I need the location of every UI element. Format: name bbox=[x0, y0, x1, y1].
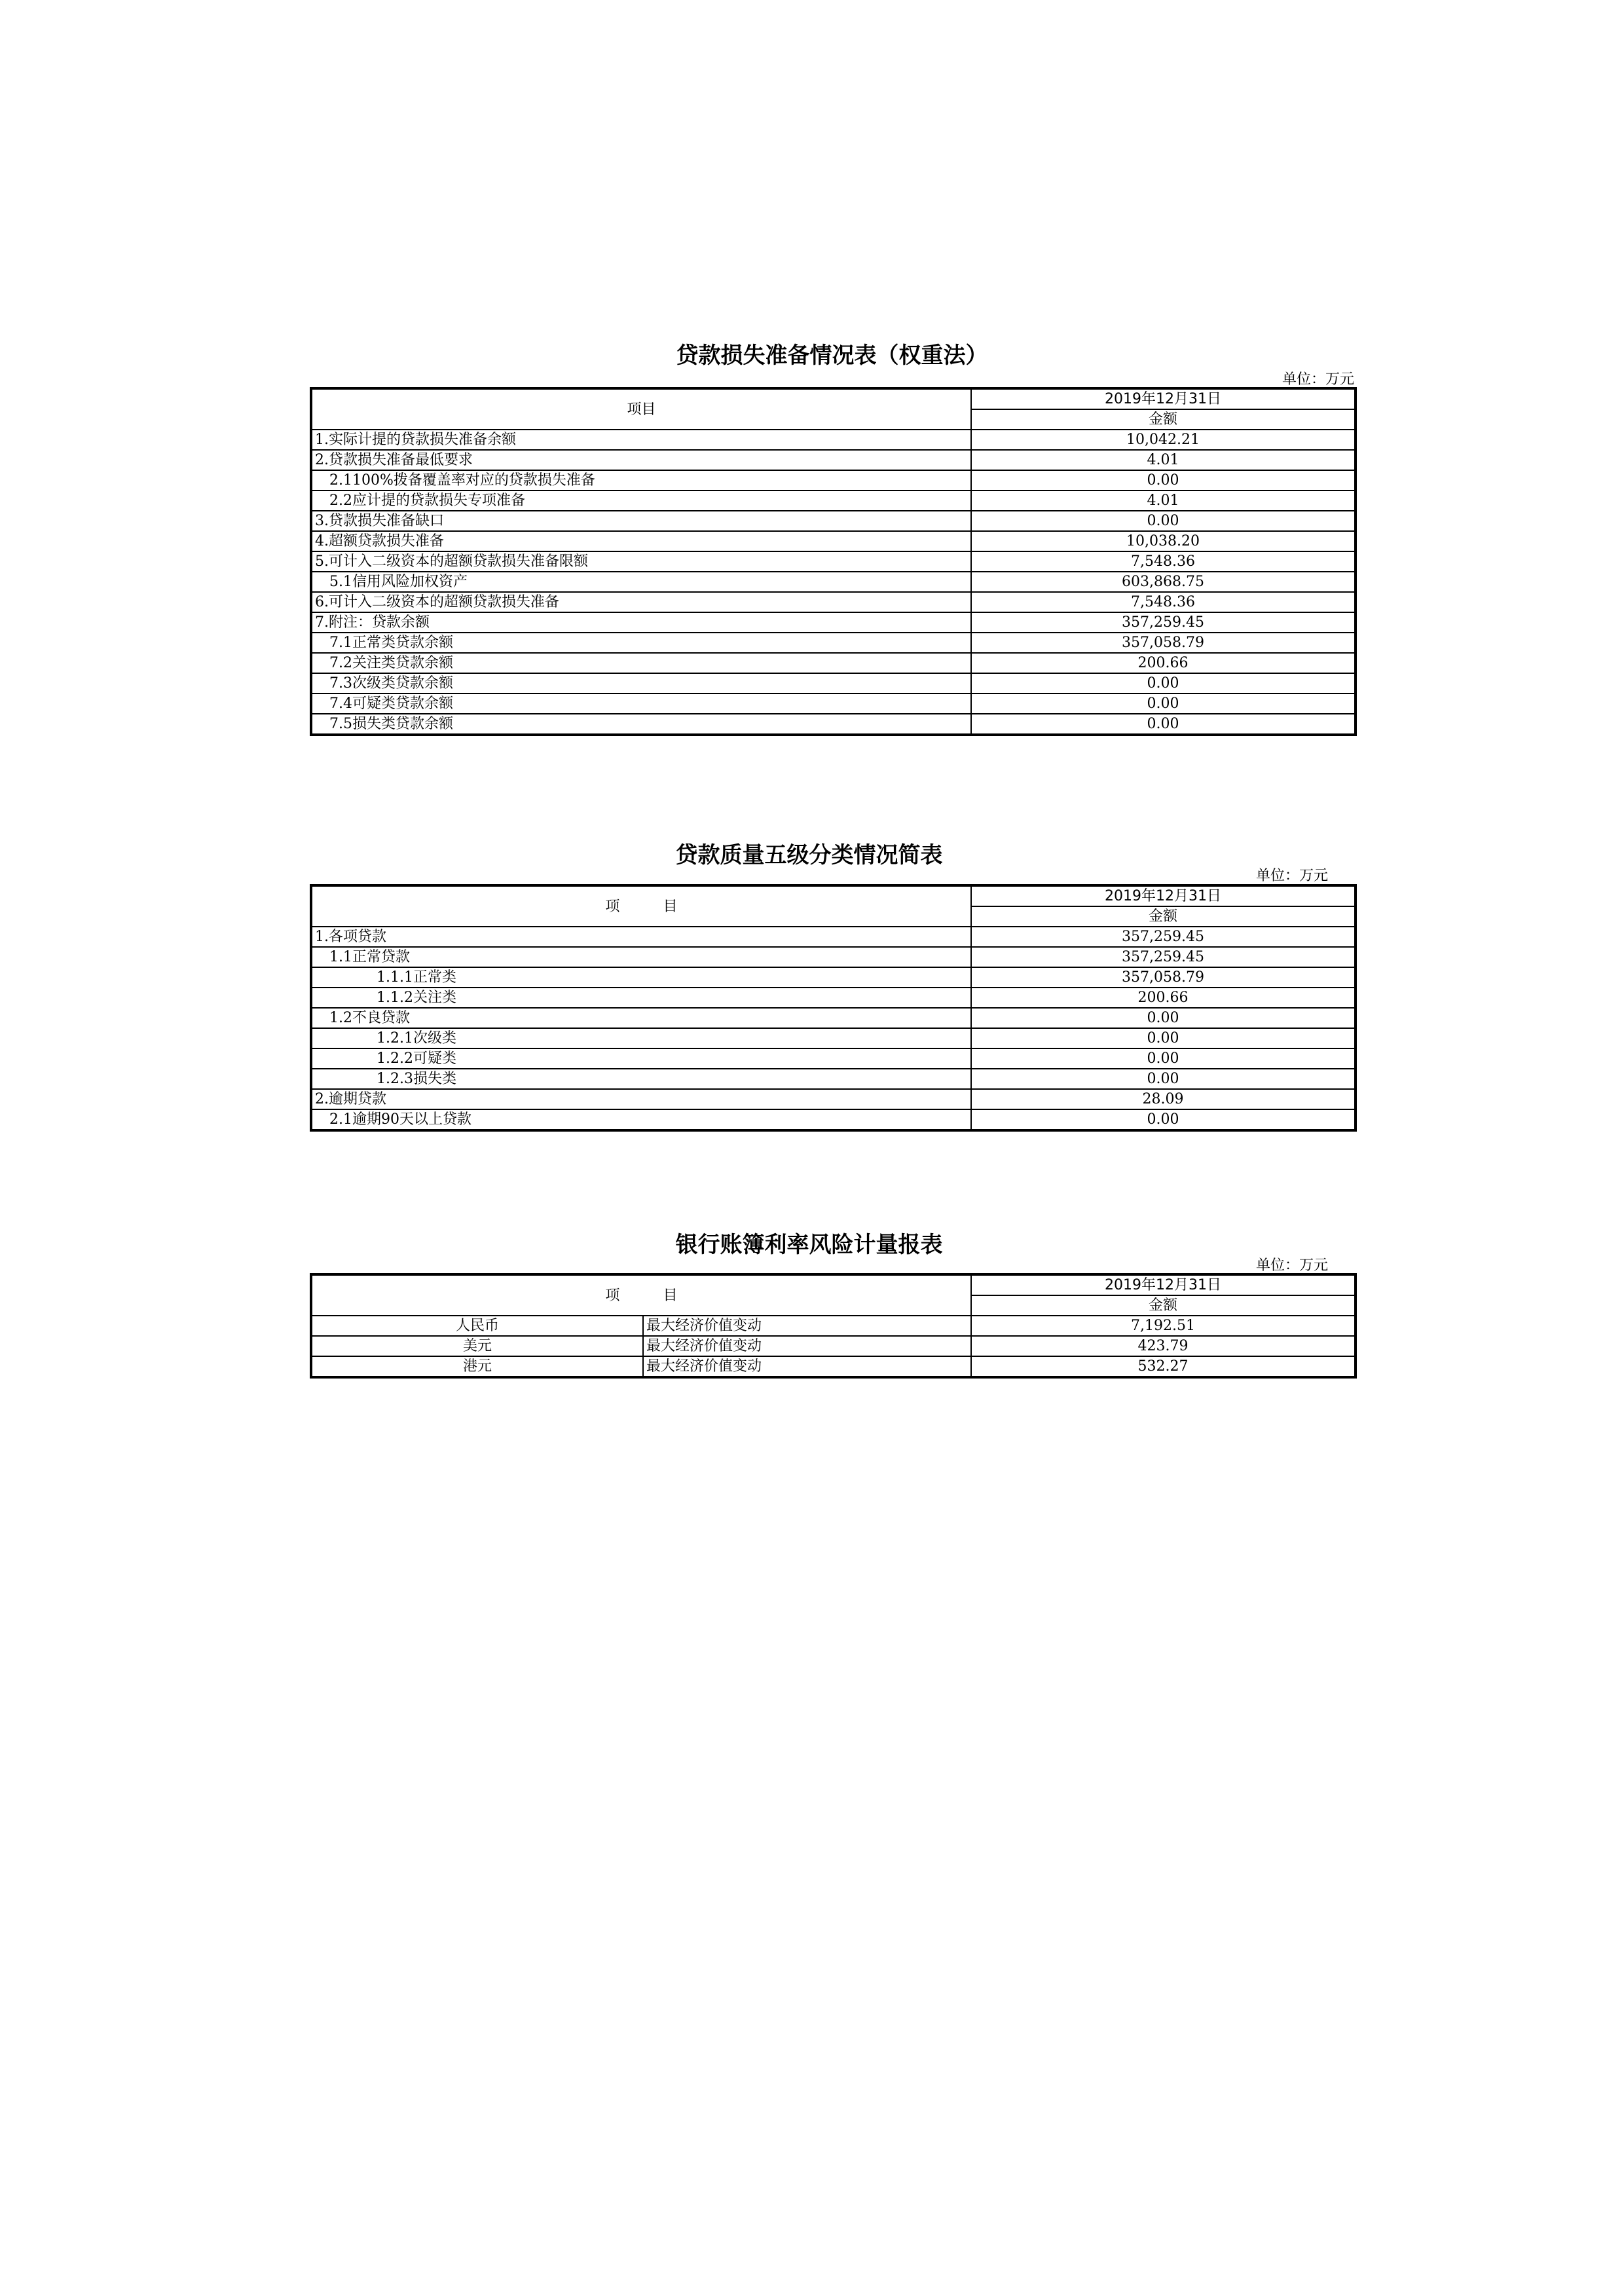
table-row bbox=[311, 612, 1356, 633]
loan-loss-provision-table bbox=[310, 387, 1357, 736]
table-row bbox=[311, 633, 1356, 653]
row-currency: 人民币 bbox=[311, 1316, 643, 1336]
table-row bbox=[311, 551, 1356, 572]
table-row bbox=[311, 1008, 1356, 1028]
row-label: 1.1.1正常类 bbox=[311, 967, 971, 988]
row-value: 0.00 bbox=[971, 673, 1356, 694]
row-value: 7,192.51 bbox=[971, 1316, 1356, 1336]
table-row bbox=[311, 450, 1356, 470]
row-label: 2.2应计提的贷款损失专项准备 bbox=[311, 491, 971, 511]
loan-quality-title: 贷款质量五级分类情况简表 bbox=[675, 842, 943, 868]
row-value: 28.09 bbox=[971, 1089, 1356, 1109]
row-label: 2.1逾期90天以上贷款 bbox=[311, 1109, 971, 1130]
table-header-row bbox=[311, 885, 1356, 906]
row-label: 7.4可疑类贷款余额 bbox=[311, 694, 971, 714]
interest-rate-risk-unit: 单位：万元 bbox=[1255, 1257, 1328, 1274]
header-item: 项 目 bbox=[311, 885, 971, 927]
table-row bbox=[311, 430, 1356, 450]
row-value: 200.66 bbox=[971, 653, 1356, 673]
table-header-row bbox=[311, 388, 1356, 409]
row-value: 357,259.45 bbox=[971, 612, 1356, 633]
row-label: 1.2.1次级类 bbox=[311, 1028, 971, 1048]
table-row bbox=[311, 1109, 1356, 1130]
loan-quality-unit: 单位：万元 bbox=[1255, 868, 1328, 884]
row-label: 5.可计入二级资本的超额贷款损失准备限额 bbox=[311, 551, 971, 572]
loan-quality-table bbox=[310, 884, 1357, 1132]
header-item: 项 目 bbox=[311, 1274, 971, 1316]
row-label: 7.5损失类贷款余额 bbox=[311, 714, 971, 735]
table-row bbox=[311, 988, 1356, 1008]
row-value: 4.01 bbox=[971, 450, 1356, 470]
row-value: 200.66 bbox=[971, 988, 1356, 1008]
row-value: 0.00 bbox=[971, 1109, 1356, 1130]
header-date: 2019年12月31日 bbox=[971, 885, 1356, 906]
row-label: 1.1.2关注类 bbox=[311, 988, 971, 1008]
loan-loss-provision-title: 贷款损失准备情况表（权重法） bbox=[676, 343, 988, 369]
table-row bbox=[311, 927, 1356, 947]
row-value: 0.00 bbox=[971, 694, 1356, 714]
table-row bbox=[311, 967, 1356, 988]
table-row bbox=[311, 947, 1356, 967]
row-value: 0.00 bbox=[971, 470, 1356, 491]
row-currency: 港元 bbox=[311, 1356, 643, 1377]
row-value: 0.00 bbox=[971, 714, 1356, 735]
row-label: 2.贷款损失准备最低要求 bbox=[311, 450, 971, 470]
table-row bbox=[311, 491, 1356, 511]
loan-loss-provision-unit: 单位：万元 bbox=[1282, 371, 1354, 388]
row-label: 3.贷款损失准备缺口 bbox=[311, 511, 971, 531]
row-label: 1.各项贷款 bbox=[311, 927, 971, 947]
interest-rate-risk-title: 银行账簿利率风险计量报表 bbox=[675, 1232, 943, 1258]
table-row bbox=[311, 531, 1356, 551]
header-date: 2019年12月31日 bbox=[971, 1274, 1356, 1295]
row-value: 603,868.75 bbox=[971, 572, 1356, 592]
header-amount: 金额 bbox=[971, 906, 1356, 927]
header-item: 项目 bbox=[311, 388, 971, 430]
row-label: 1.2.2可疑类 bbox=[311, 1048, 971, 1069]
table-row bbox=[311, 1336, 1356, 1356]
row-label: 1.2不良贷款 bbox=[311, 1008, 971, 1028]
row-value: 7,548.36 bbox=[971, 551, 1356, 572]
row-value: 423.79 bbox=[971, 1336, 1356, 1356]
table-row bbox=[311, 511, 1356, 531]
row-label: 7.3次级类贷款余额 bbox=[311, 673, 971, 694]
table-row bbox=[311, 1089, 1356, 1109]
row-value: 357,259.45 bbox=[971, 947, 1356, 967]
table-row bbox=[311, 470, 1356, 491]
table-row bbox=[311, 592, 1356, 612]
table-row bbox=[311, 1028, 1356, 1048]
row-measure: 最大经济价值变动 bbox=[643, 1336, 971, 1356]
row-value: 10,038.20 bbox=[971, 531, 1356, 551]
header-amount: 金额 bbox=[971, 1295, 1356, 1316]
row-label: 7.1正常类贷款余额 bbox=[311, 633, 971, 653]
row-label: 5.1信用风险加权资产 bbox=[311, 572, 971, 592]
row-label: 7.2关注类贷款余额 bbox=[311, 653, 971, 673]
row-label: 2.1100%拨备覆盖率对应的贷款损失准备 bbox=[311, 470, 971, 491]
table-row bbox=[311, 673, 1356, 694]
table-header-row bbox=[311, 1274, 1356, 1295]
row-label: 6.可计入二级资本的超额贷款损失准备 bbox=[311, 592, 971, 612]
header-amount: 金额 bbox=[971, 409, 1356, 430]
row-label: 1.1正常贷款 bbox=[311, 947, 971, 967]
row-value: 357,058.79 bbox=[971, 967, 1356, 988]
row-value: 357,259.45 bbox=[971, 927, 1356, 947]
row-label: 1.实际计提的贷款损失准备余额 bbox=[311, 430, 971, 450]
table-row bbox=[311, 572, 1356, 592]
row-label: 2.逾期贷款 bbox=[311, 1089, 971, 1109]
row-value: 0.00 bbox=[971, 1048, 1356, 1069]
row-label: 7.附注：贷款余额 bbox=[311, 612, 971, 633]
row-currency: 美元 bbox=[311, 1336, 643, 1356]
table-row bbox=[311, 1048, 1356, 1069]
row-measure: 最大经济价值变动 bbox=[643, 1356, 971, 1377]
table-row bbox=[311, 694, 1356, 714]
table-row bbox=[311, 1316, 1356, 1336]
row-value: 357,058.79 bbox=[971, 633, 1356, 653]
row-value: 0.00 bbox=[971, 1008, 1356, 1028]
row-value: 0.00 bbox=[971, 511, 1356, 531]
row-value: 4.01 bbox=[971, 491, 1356, 511]
row-value: 7,548.36 bbox=[971, 592, 1356, 612]
table-row bbox=[311, 1356, 1356, 1377]
header-date: 2019年12月31日 bbox=[971, 388, 1356, 409]
table-row bbox=[311, 714, 1356, 735]
row-label: 4.超额贷款损失准备 bbox=[311, 531, 971, 551]
table-row bbox=[311, 1069, 1356, 1089]
row-value: 10,042.21 bbox=[971, 430, 1356, 450]
row-value: 0.00 bbox=[971, 1069, 1356, 1089]
row-value: 0.00 bbox=[971, 1028, 1356, 1048]
row-value: 532.27 bbox=[971, 1356, 1356, 1377]
interest-rate-risk-table bbox=[310, 1273, 1357, 1379]
row-measure: 最大经济价值变动 bbox=[643, 1316, 971, 1336]
row-label: 1.2.3损失类 bbox=[311, 1069, 971, 1089]
table-row bbox=[311, 653, 1356, 673]
